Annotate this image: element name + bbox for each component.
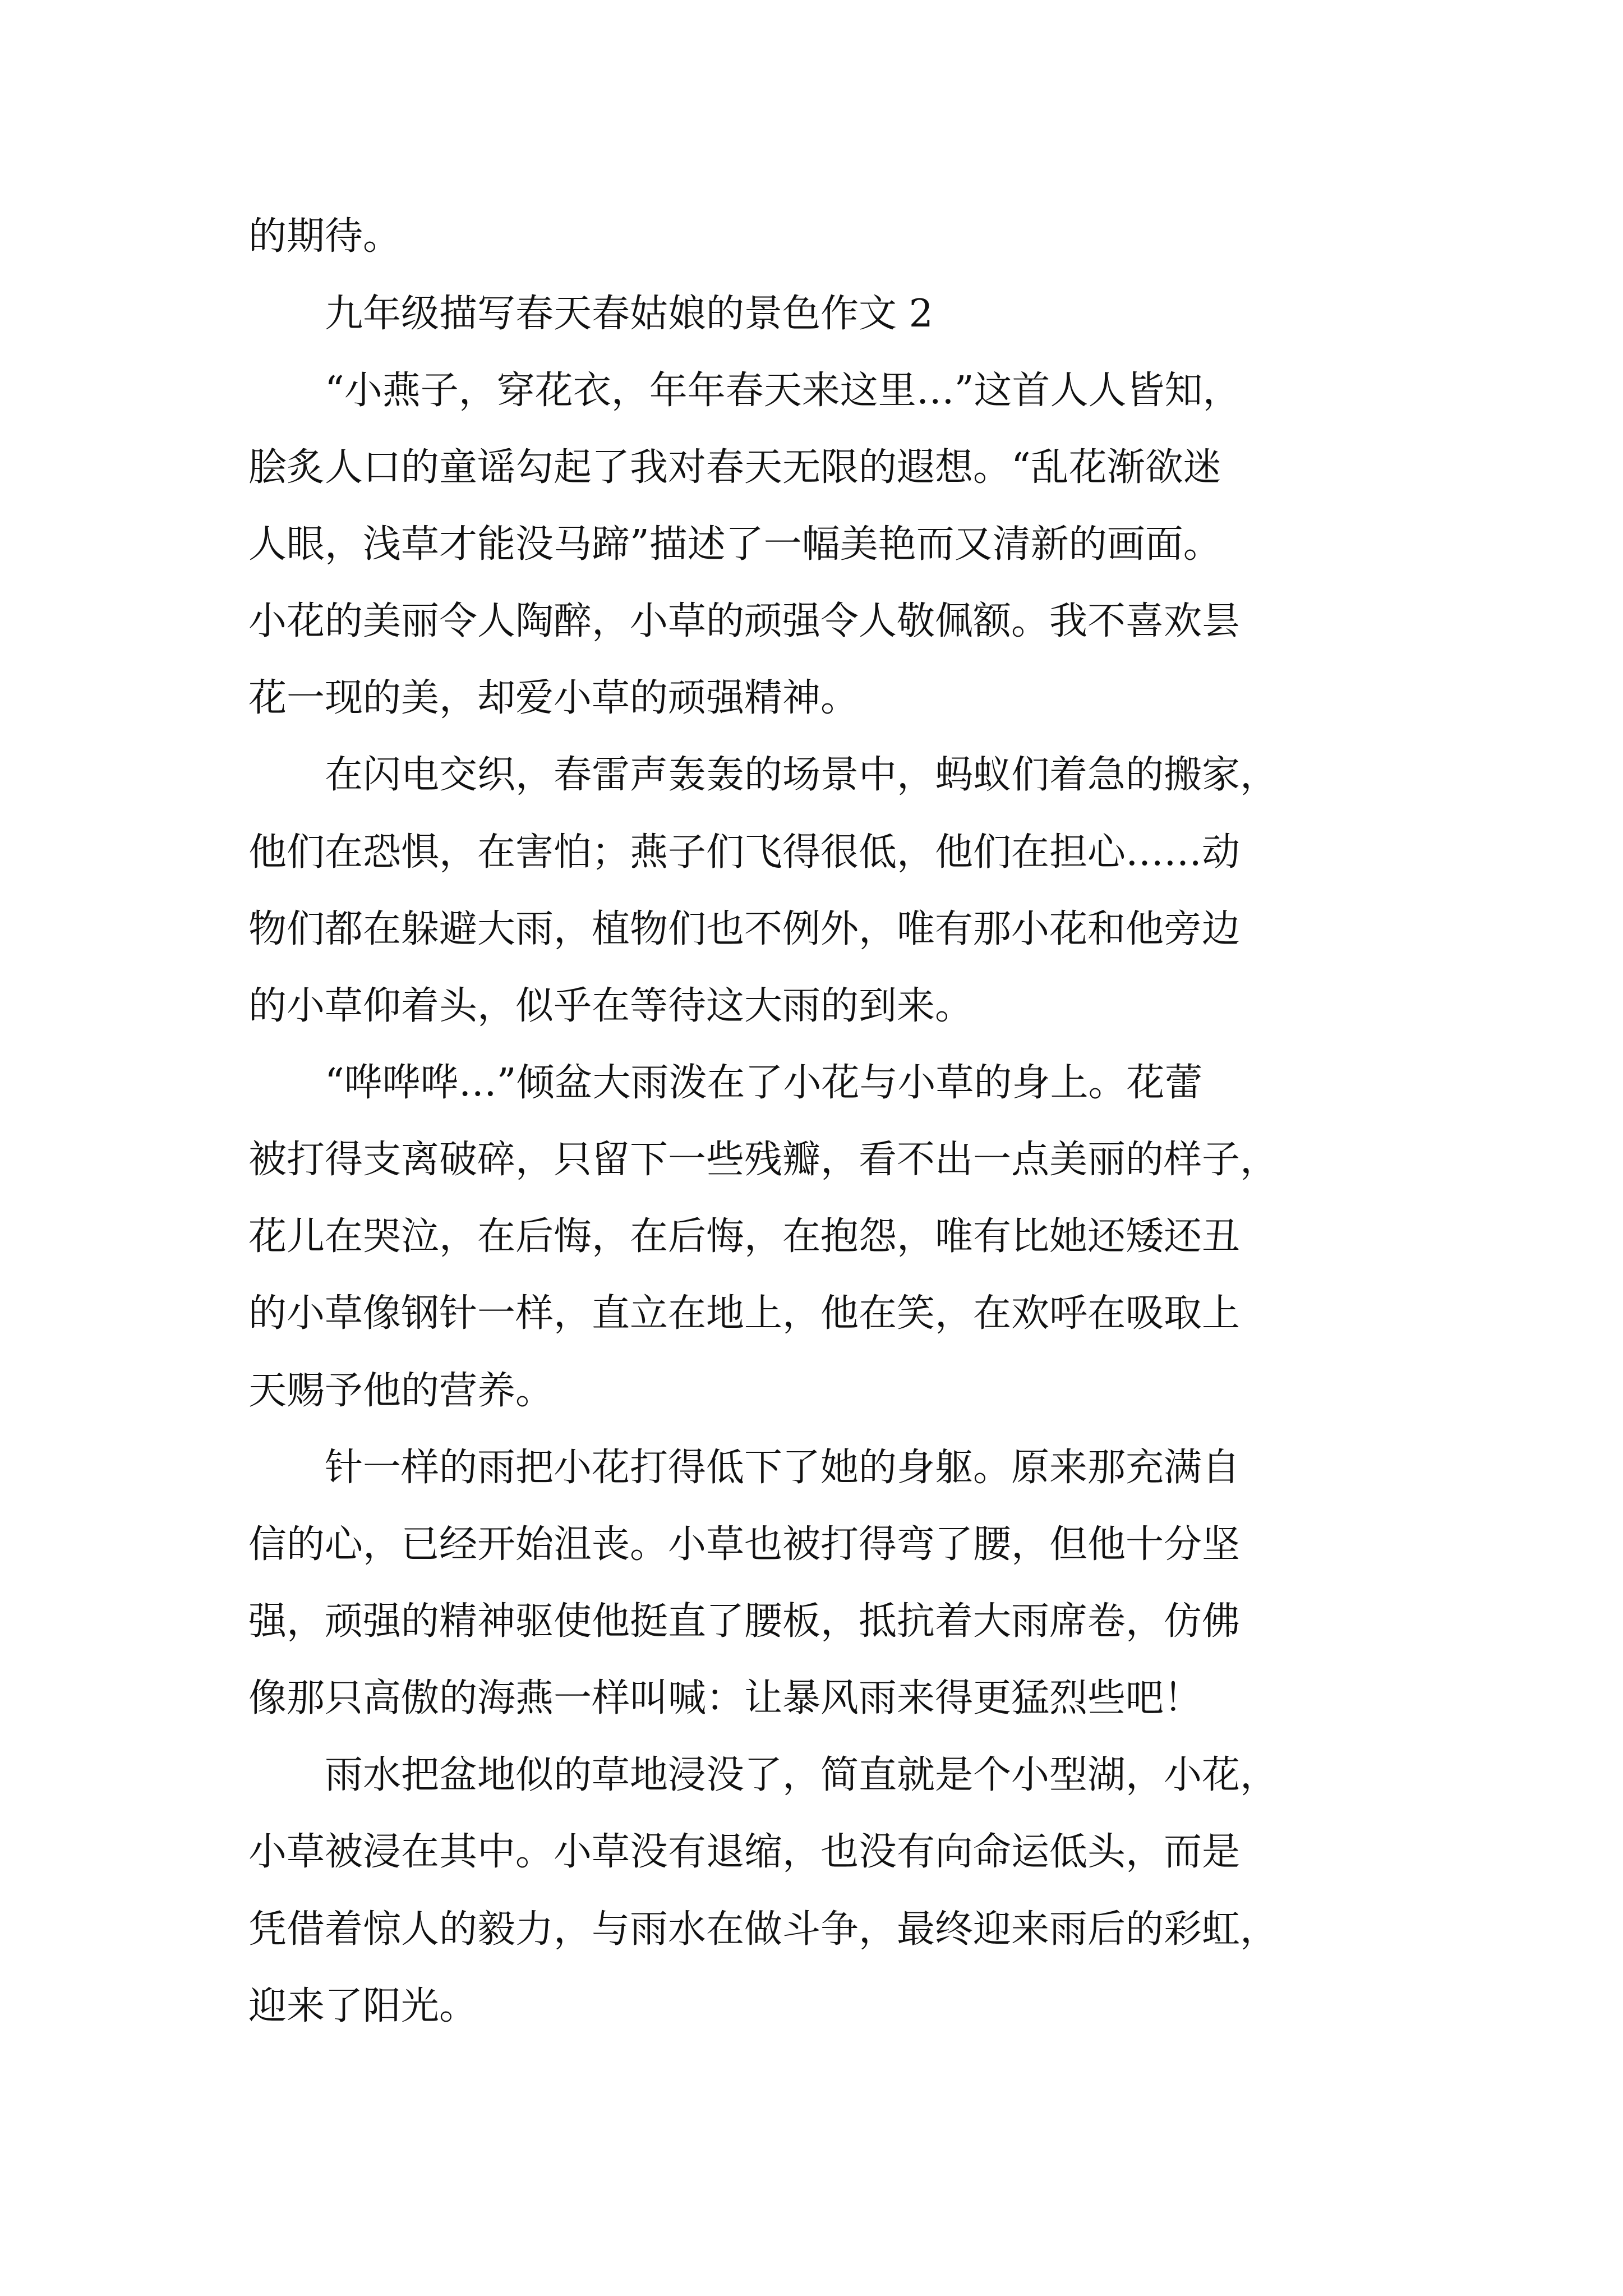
text-line: 像那只高傲的海燕一样叫喊：让暴风雨来得更猛烈些吧！ bbox=[248, 1676, 1202, 1720]
text-line: 雨水把盆地似的草地浸没了，简直就是个小型湖，小花， bbox=[248, 1753, 1279, 1797]
text-line: “哗哗哗…”倾盆大雨泼在了小花与小草的身上。花蕾 bbox=[248, 1061, 1203, 1105]
text-line: 人眼，浅草才能没马蹄”描述了一幅美艳而又清新的画面。 bbox=[248, 522, 1221, 567]
text-line: 物们都在躲避大雨，植物们也不例外，唯有那小花和他旁边 bbox=[248, 907, 1241, 951]
text-line: 花一现的美，却爱小草的顽强精神。 bbox=[248, 676, 859, 720]
text-line: 在闪电交织，春雷声轰轰的场景中，蚂蚁们着急的搬家， bbox=[248, 753, 1279, 797]
text-line: 被打得支离破碎，只留下一些残瓣，看不出一点美丽的样子， bbox=[248, 1138, 1279, 1182]
text-line: 信的心，已经开始沮丧。小草也被打得弯了腰，但他十分坚 bbox=[248, 1522, 1241, 1567]
text-line: 小花的美丽令人陶醉，小草的顽强令人敬佩额。我不喜欢昙 bbox=[248, 599, 1241, 643]
text-line: 花儿在哭泣，在后悔，在后悔，在抱怨，唯有比她还矮还丑 bbox=[248, 1214, 1241, 1259]
text-line: 的期待。 bbox=[248, 214, 402, 259]
text-line: 强，顽强的精神驱使他挺直了腰板，抵抗着大雨席卷，仿佛 bbox=[248, 1599, 1241, 1644]
text-line: 凭借着惊人的毅力，与雨水在做斗争，最终迎来雨后的彩虹， bbox=[248, 1907, 1279, 1952]
text-line: 天赐予他的营养。 bbox=[248, 1369, 554, 1413]
text-line: 小草被浸在其中。小草没有退缩，也没有向命运低头，而是 bbox=[248, 1830, 1241, 1874]
text-line: 针一样的雨把小花打得低下了她的身躯。原来那充满自 bbox=[248, 1446, 1241, 1490]
text-line: 他们在恐惧，在害怕；燕子们飞得很低，他们在担心……动 bbox=[248, 830, 1241, 875]
text-line: 迎来了阳光。 bbox=[248, 1984, 478, 2028]
text-line: 的小草像钢针一样，直立在地上，他在笑，在欢呼在吸取上 bbox=[248, 1291, 1241, 1336]
text-line: 的小草仰着头，似乎在等待这大雨的到来。 bbox=[248, 984, 974, 1028]
text-line: “小燕子，穿花衣，年年春天来这里…”这首人人皆知， bbox=[248, 369, 1241, 413]
essay-title: 九年级描写春天春姑娘的景色作文 2 bbox=[248, 292, 933, 336]
text-line: 脍炙人口的童谣勾起了我对春天无限的遐想。“乱花渐欲迷 bbox=[248, 445, 1221, 490]
